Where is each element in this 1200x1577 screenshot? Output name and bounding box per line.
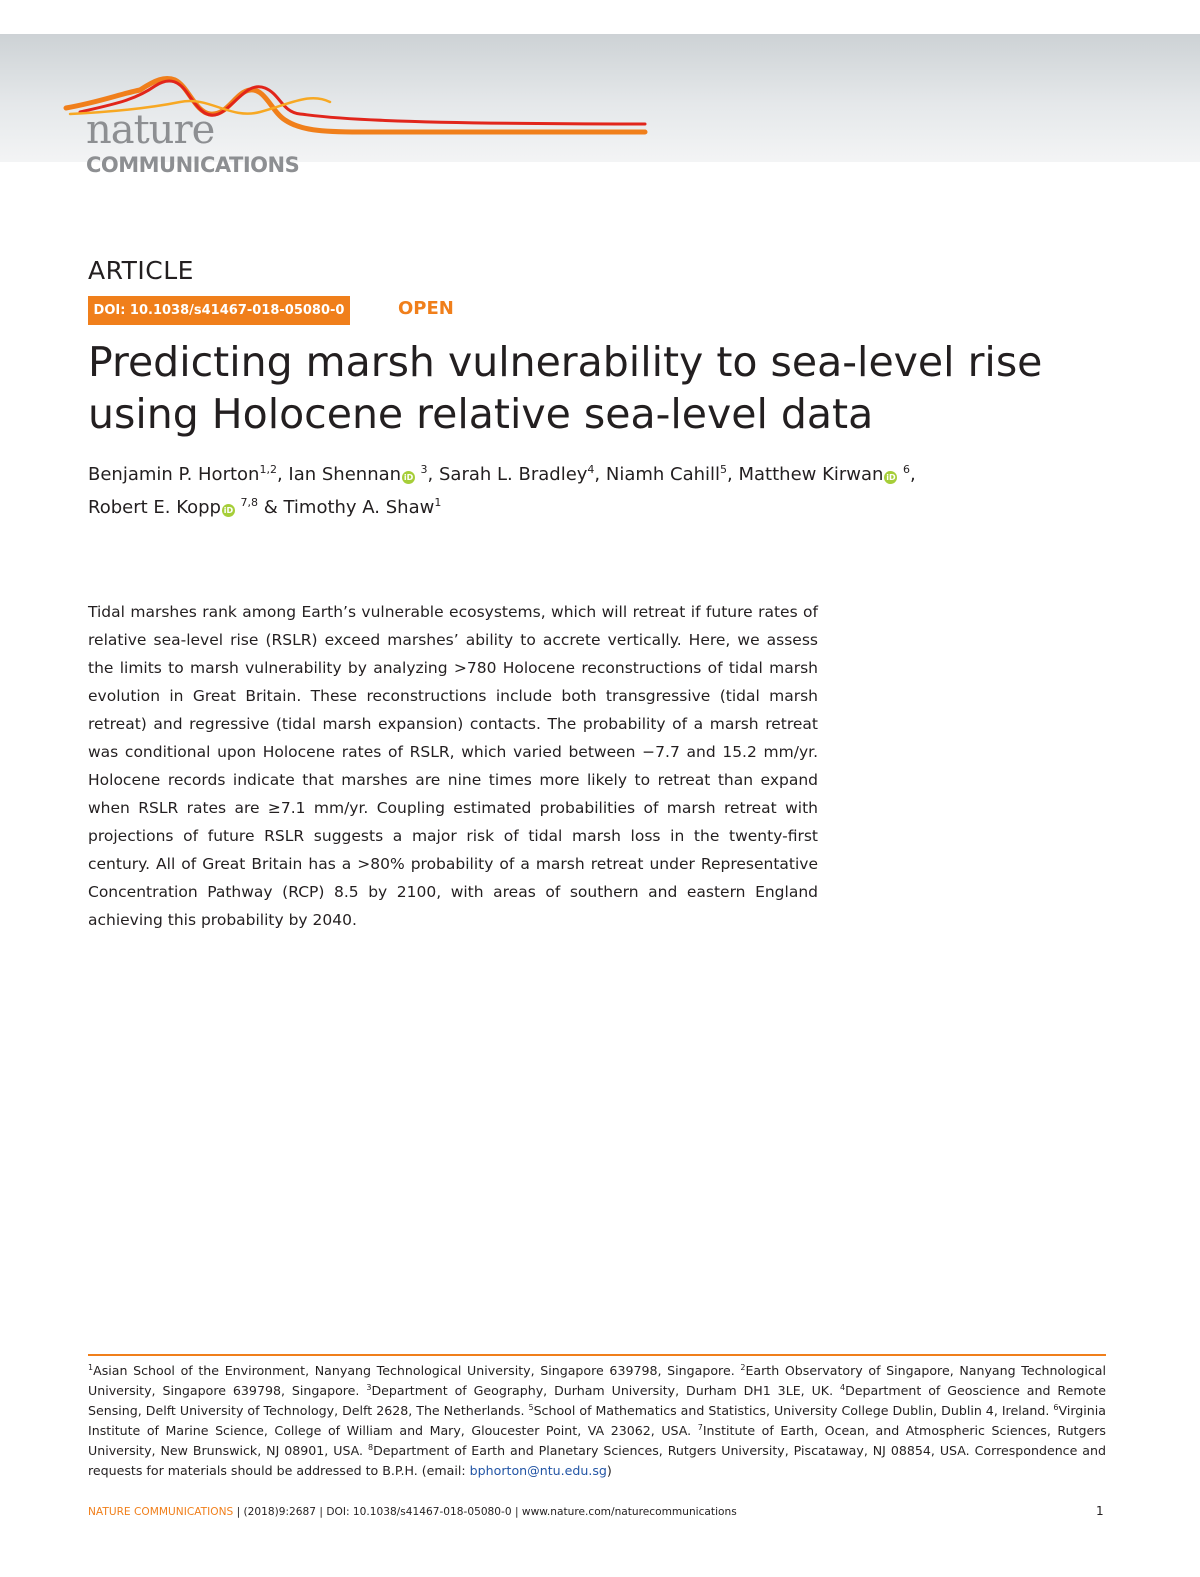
author-separator: & <box>257 497 284 518</box>
author-affiliation-number: 4 <box>587 463 595 476</box>
affiliation-number: 7 <box>697 1423 703 1432</box>
affiliation-text: Department of Geoscience and Remote Sensing, Delft University of Technology, Delft 2628, The Netherlands. <box>88 1383 1106 1418</box>
orcid-icon[interactable]: iD <box>223 506 234 515</box>
correspondence-text: Correspondence and requests for materials should be addressed to B.P.H. (email: <box>88 1443 1106 1478</box>
author-name[interactable]: Niamh Cahill <box>605 464 721 485</box>
author-name[interactable]: Matthew Kirwan <box>738 464 884 485</box>
author-name[interactable]: Robert E. Kopp <box>88 497 221 518</box>
author-separator: , <box>427 464 439 485</box>
affiliation-text: Department of Geography, Durham University, Durham DH1 3LE, UK. <box>371 1383 840 1398</box>
logo-nature-text: nature <box>86 107 215 153</box>
correspondence-email-link[interactable]: bphorton@ntu.edu.sg <box>469 1463 607 1478</box>
affiliation-number: 2 <box>740 1363 746 1372</box>
affiliation-text: Earth Observatory of Singapore, Nanyang Technological University, Singapore 639798, Singapore. <box>88 1363 1106 1398</box>
author-affiliation-number: 3 <box>417 463 428 476</box>
affiliation-text: Institute of Earth, Ocean, and Atmospheric Sciences, Rutgers University, New Brunswick, NJ 08901, USA. <box>88 1423 1106 1458</box>
author-affiliation-number: 1 <box>434 496 442 509</box>
affiliation-number: 4 <box>840 1383 846 1392</box>
correspondence-close: ) <box>606 1463 612 1478</box>
open-access-label: OPEN <box>398 298 454 319</box>
logo-communications-text: COMMUNICATIONS <box>86 153 300 177</box>
author-name[interactable]: Benjamin P. Horton <box>88 464 260 485</box>
affiliations <box>88 1361 1106 1481</box>
author-name[interactable]: Timothy A. Shaw <box>283 497 435 518</box>
author-name[interactable]: Sarah L. Bradley <box>439 464 588 485</box>
author-affiliation-number: 7,8 <box>236 496 258 509</box>
affiliation-number: 8 <box>368 1443 374 1452</box>
footer-citation: | (2018)9:2687 | DOI: 10.1038/s41467-018-05080-0 | www.nature.com/naturecommunications <box>233 1506 737 1518</box>
page-footer <box>88 1506 737 1518</box>
affiliation-number: 6 <box>1053 1403 1059 1412</box>
affiliation-number: 3 <box>366 1383 372 1392</box>
page-number: 1 <box>1096 1504 1104 1518</box>
author-affiliation-number: 1,2 <box>259 463 277 476</box>
author-separator: , <box>909 464 916 485</box>
affiliation-number: 5 <box>528 1403 534 1412</box>
author-separator: , <box>594 464 606 485</box>
orcid-icon[interactable]: iD <box>886 473 896 482</box>
author-affiliation-number: 5 <box>720 463 728 476</box>
affiliation-text: Department of Earth and Planetary Sciences, Rutgers University, Piscataway, NJ 08854, USA. <box>373 1443 975 1458</box>
affiliation-text: Asian School of the Environment, Nanyang Technological University, Singapore 639798, Singapore. <box>93 1363 741 1378</box>
footnote-divider <box>88 1354 1106 1356</box>
orcid-icon[interactable]: iD <box>403 473 414 482</box>
author-name[interactable]: Ian Shennan <box>288 464 402 485</box>
doi-badge[interactable]: DOI: 10.1038/s41467-018-05080-0 <box>88 296 350 325</box>
affiliation-text: School of Mathematics and Statistics, University College Dublin, Dublin 4, Ireland. <box>533 1403 1054 1418</box>
article-type-label: ARTICLE <box>88 256 194 285</box>
abstract: Tidal marshes rank among Earth’s vulnerable ecosystems, which will retreat if future rates of relative sea-level rise (RSLR) exceed marshes’ ability to accrete vertically. Here, we assess the limits to marsh vulnerability by analyzing >780 Holocene reconstructions of tidal marsh evolution in Great Britain. These reconstructions include both transgressive (tidal marsh retreat) and regressive (tidal marsh expansion) contacts. The probability of a marsh retreat was conditional upon Holocene rates of RSLR, which varied between −7.7 and 15.2 mm/yr. Holocene records indicate that marshes are nine times more likely to retreat than expand when RSLR rates are ≥7.1 mm/yr. Coupling estimated probabilities of marsh retreat with projections of future RSLR suggests a major risk of tidal marsh loss in the twenty-first century. All of Great Britain has a >80% probability of a marsh retreat under Representative Concentration Pathway (RCP) 8.5 by 2100, with areas of southern and eastern England achieving this probability by 2040. <box>88 603 818 929</box>
author-separator: , <box>276 464 289 485</box>
paper-title: Predicting marsh vulnerability to sea-level rise using Holocene relative sea-level data <box>88 338 1043 438</box>
author-list <box>88 458 1128 524</box>
affiliation-number: 1 <box>88 1363 94 1372</box>
journal-banner <box>0 34 1200 177</box>
author-separator: , <box>727 464 739 485</box>
affiliation-text: Virginia Institute of Marine Science, College of William and Mary, Gloucester Point, VA 23062, USA. <box>88 1403 1106 1438</box>
author-affiliation-number: 6 <box>899 463 910 476</box>
footer-journal-name: NATURE COMMUNICATIONS <box>88 1506 234 1518</box>
